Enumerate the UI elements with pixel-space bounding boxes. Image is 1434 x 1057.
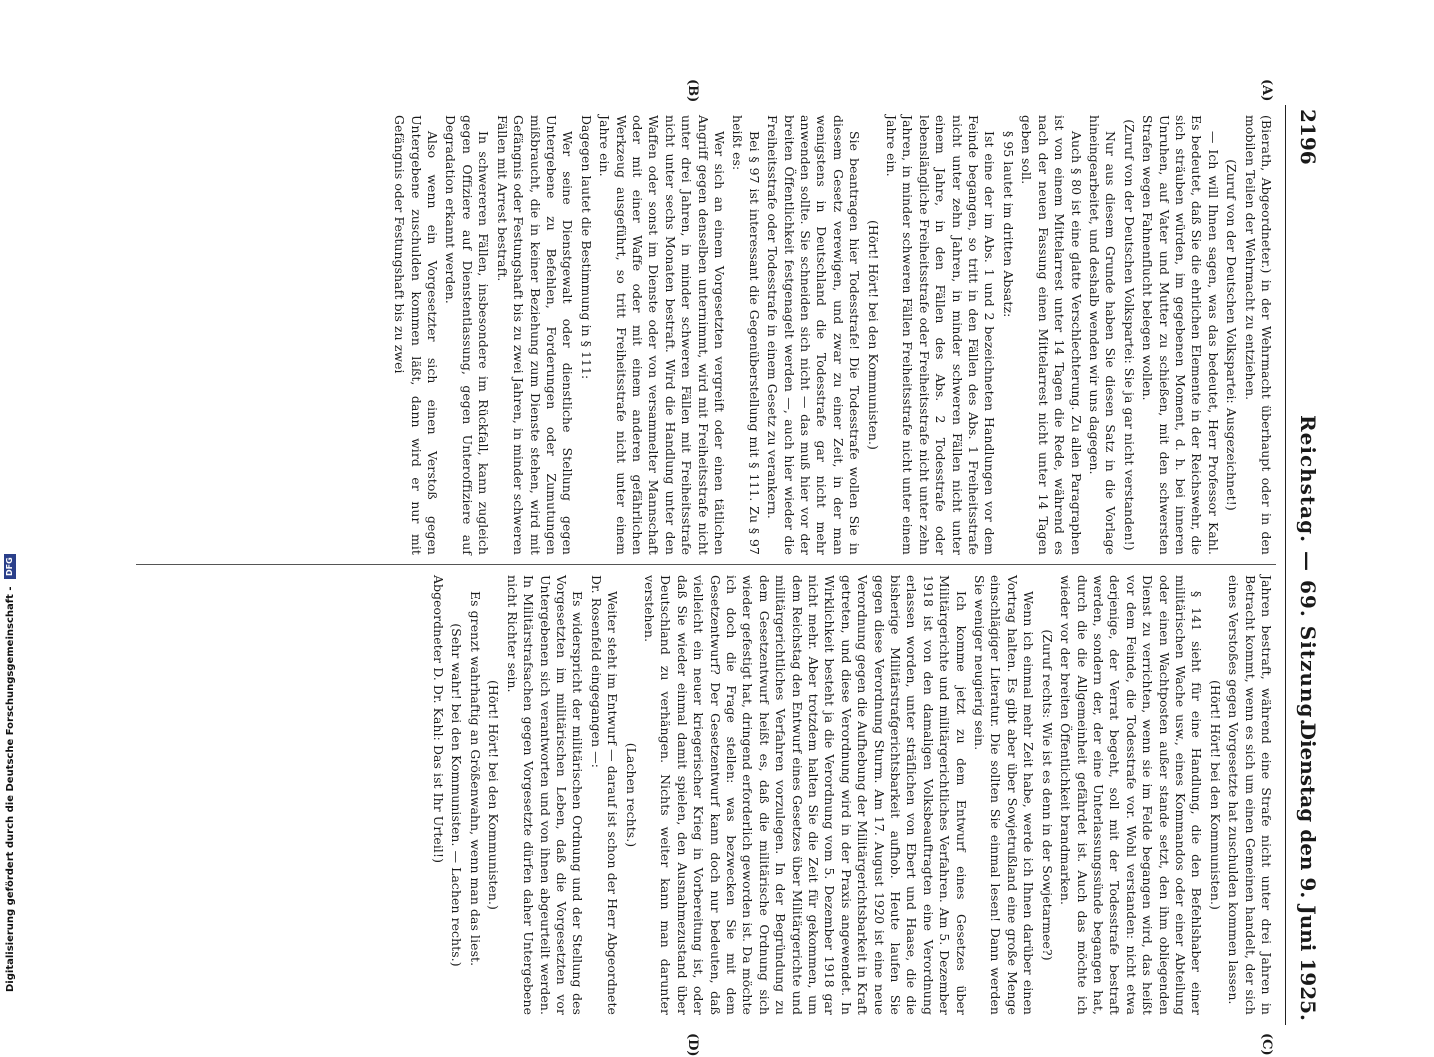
paragraph: Dagegen lautet die Bestimmung in § 111: [578, 115, 594, 380]
interjection: (Hört! Hört! bei den Kommunisten.) [486, 680, 502, 910]
interjection: (Zuruf von der Deutschen Volkspartei: Ausgezeichnet!) [1224, 159, 1240, 511]
column-divider [136, 564, 1276, 565]
paragraph: Sie beantragen hier Todesstrafe! Die Todesstrafe wollen Sie in diesem Gesetz verewigen, und zwar zu einer Zeit, in der man wenigstens in Deutschland die Todesstrafe gar nicht mehr anwenden sollte. Sie schneiden sich nicht — das muß hier vor der breiten Öffentlichkeit festgenagelt werden —, auch hier wieder die Freiheitsstrafe oder Todesstrafe in einem Gesetz zu verankern. [765, 115, 863, 555]
quoted-law: Ist eine der im Abs. 1 und 2 bezeichneten Handlungen vor dem Feinde begangen, so tritt in den Fällen des Abs. 1 Freiheitsstrafe nicht unter zehn Jahren, in minder schweren Fällen nicht unter einem Jahre, in den Fällen des Abs. 2 Todesstrafe oder lebenslängliche Freiheitsstrafe oder Freiheitsstrafe nicht unter zehn Jahren, in minder schweren Fällen Freiheitsstrafe nicht unter einem Jahre ein. [884, 115, 998, 555]
paragraph: Ich komme jetzt zu dem Entwurf eines Gesetzes über Militärgerichte und militärgerichtliches Verfahren. Am 5. Dezember 1918 ist von den damaligen Volksbeauftragten eine Verordnung erlassen worden, unter sträflichen von Ebert und Haase, die die bisherige Militärstrafgerichtsbarkeit aufhob. Heute laufen Sie gegen diese Verordnung Sturm. Am 17. August 1920 ist eine neue Verordnung gegen die Aufhebung der Militärgerichtsbarkeit in Kraft getreten, und diese Verordnung wird in der Praxis angewendet. In Wirklichkeit besteht ja die Verordnung vom 5. Dezember 1918 gar nicht mehr. Aber trotzdem halten Sie die Zeit für gekommen, um dem Reichstag den Entwurf eines Gesetzes über Militärgerichte und militärgerichtliches Verfahren vorzulegen. In der Begründung zu dem Gesetzentwurf heißt es, daß die militärische Ordnung sich wieder gefestigt hat, dringend erforderlich geworden ist. Da möchte ich doch die Frage stellen: was bezwecken Sie mit dem Gesetzentwurf? Der Gesetzentwurf kann doch nur bedeuten, daß vielleicht ein neuer kriegerischer Krieg in Vorbereitung ist, oder daß Sie wieder einmal damit spielen, den Ausnahmezustand über Deutschland zu verhängen. Nichts weiter kann man darunter verstehen. [641, 575, 969, 1015]
dfg-logo: DFG [4, 554, 16, 579]
paragraph: Also wenn ein Vorgesetzter sich einen Verstoß gegen Untergebene zuschulden kommen läßt, dann wird er nur mit Gefängnis oder Festungshaft bis zu zwei [392, 115, 441, 555]
quoted-law: Wer sich an einem Vorgesetzten vergreift oder einen tätlichen Angriff gegen denselben unternimmt, wird mit Freiheitsstrafe nicht unter drei Jahren, in minder schweren Fällen mit Freiheitsstrafe nicht unter sechs Monaten bestraft. Wird die Handlung unter den Waffen oder sonst im Dienste oder von versammelter Mannschaft oder mit einer Waffe oder mit einem anderen gefährlichen Werkzeug ausgeführt, so tritt Freiheitsstrafe nicht unter einem Jahre ein. [597, 115, 727, 555]
paragraph: Es grenzt wahrhaftig an Größenwahn, wenn man das liest. [467, 591, 483, 967]
margin-mark-a: (A) [1259, 79, 1274, 102]
paragraph: Abgeordneter D. Dr. Kahl: Das ist Ihr Urteil!) [431, 575, 447, 863]
paragraph: Auch § 80 ist eine glatte Verschlechterung. Zu allen Paragraphen ist von einem Mittelarrest unter 14 Tagen die Rede, während es nach der neuen Fassung einen Mittelarrest nicht unter 14 Tagen geben soll. [1019, 115, 1084, 555]
session-date: Dienstag den 9. Juni 1925. [1296, 722, 1320, 1021]
right-text-column [428, 575, 1274, 1015]
paragraph: Nur aus diesem Grunde haben Sie diesen Satz in die Vorlage hineingearbeitet, und deshalb wenden wir uns dagegen. [1086, 115, 1119, 555]
paragraph: Weiter steht im Entwurf — darauf ist schon der Herr Abgeordnete Dr. Rosenfeld eingegangen —: [588, 575, 621, 1015]
paragraph: Bei § 97 ist interessant die Gegenüberstellung mit § 111. Zu § 97 heißt es: [730, 115, 762, 555]
interjection: (Sehr wahr! bei den Kommunisten. — Lachen rechts.) [449, 623, 465, 967]
paragraph: § 141 sieht für eine Handlung, die den Befehlshaber einer militärischen Wache usw., eines Kommandos oder einer Abteilung oder einen Wachtposten außer stande setzt, den ihm obliegenden Dienst zu verrichten, wenn sie im Felde begangen wird, das heißt vor dem Feinde, die Todesstrafe vor. Wohl verstanden: nicht etwa derjenige, der Verrat begeht, soll mit der Todesstrafe bestraft werden, sondern der, der eine Unterlassungssünde begangen hat, durch die die Allgemeinheit gefährdet ist. Auch das möchte ich wieder vor der breiten Öffentlichkeit brandmarken. [1058, 575, 1205, 1015]
interjection: (Hört! Hört! bei den Kommunisten.) [1207, 680, 1223, 910]
paragraph: Jahren bestraft, während eine Strafe nicht unter drei Jahren in Betracht kommt, wenn es sich um einen Gemeinen handelt, der sich eines Verstoßes gegen Vorgesetzte hat zuschulden kommen lassen. [1226, 575, 1274, 1015]
margin-mark-c: (C) [1259, 1033, 1274, 1056]
funding-credit-text: Digitalisierung gefördert durch die Deutsche Forschungsgemeinschaft - [5, 586, 16, 992]
page-number: 2196 [1296, 109, 1320, 165]
paragraph: § 95 lautet im dritten Absatz: [1000, 131, 1016, 318]
quoted-law: In schwereren Fällen, insbesondere im Rückfall, kann zugleich gegen Offiziere auf Dienstentlassung, gegen Unteroffiziere auf Degradation erkannt werden. [443, 115, 492, 555]
paragraph: (Bierath, Abgeordneter.) in der Wehrmacht überhaupt oder in den mobilen Teilen der Wehrmacht zu entziehen. [1242, 115, 1274, 555]
scanned-page [66, 79, 1326, 1057]
paragraph: — Ich will Ihnen sagen, was das bedeutet, Herr Professor Kahl. Es bedeutet, daß Sie die ehrlichen Elemente in der Reichswehr, die sich sträuben würden, im gegebenen Moment, d. h. bei inneren Unruhen, auf Vater und Mutter zu schießen, mit den schwersten Strafen wegen Fahnenflucht belegen wollen. [1140, 115, 1221, 555]
quoted-law: Wer seine Dienstgewalt oder dienstliche Stellung gegen Untergebene zu Befehlen, Forderungen oder Zumutungen mißbraucht, die in keiner Beziehung zum Dienste stehen, wird mit Gefängnis oder Festungshaft bis zu zwei Jahren, in minder schweren Fällen mit Arrest bestraft. [494, 115, 576, 555]
paragraph: Wenn ich einmal mehr Zeit habe, werde ich Ihnen darüber einen Vortrag halten. Es gibt aber über Sowjetrußland eine große Menge einschlägiger Literatur. Die sollten Sie einmal lesen! Dann werden Sie weniger neugierig sein. [972, 575, 1037, 1015]
margin-mark-d: (D) [685, 1033, 700, 1057]
margin-mark-b: (B) [685, 79, 700, 103]
page-header [1285, 105, 1326, 1025]
left-text-column [389, 115, 1274, 555]
interjection: (Zuruf rechts: Wie ist es denn in der Sowjetarmee?) [1039, 629, 1055, 961]
interjection: (Hört! Hört! bei den Kommunisten.) [865, 220, 881, 450]
interjection: (Zuruf von der Deutschen Volkspartei: Sie ja gar nicht verstanden!) [1121, 119, 1137, 551]
interjection: (Lachen rechts.) [623, 742, 639, 848]
funding-credit-strip [0, 0, 18, 1000]
quoted-law: Es widerspricht der militärischen Ordnung und der Stellung des Vorgesetzten im militärischen Leben, daß die Vorgesetzten vor Untergebenen sich verantworten und von ihnen abgeurteilt werden. In Militärstrafsachen gegen Vorgesetzte dürfen daher Untergebene nicht Richter sein. [504, 575, 586, 1015]
funding-credit [4, 557, 16, 992]
page-title: Reichstag. — 69. Sitzung. [1296, 415, 1320, 727]
